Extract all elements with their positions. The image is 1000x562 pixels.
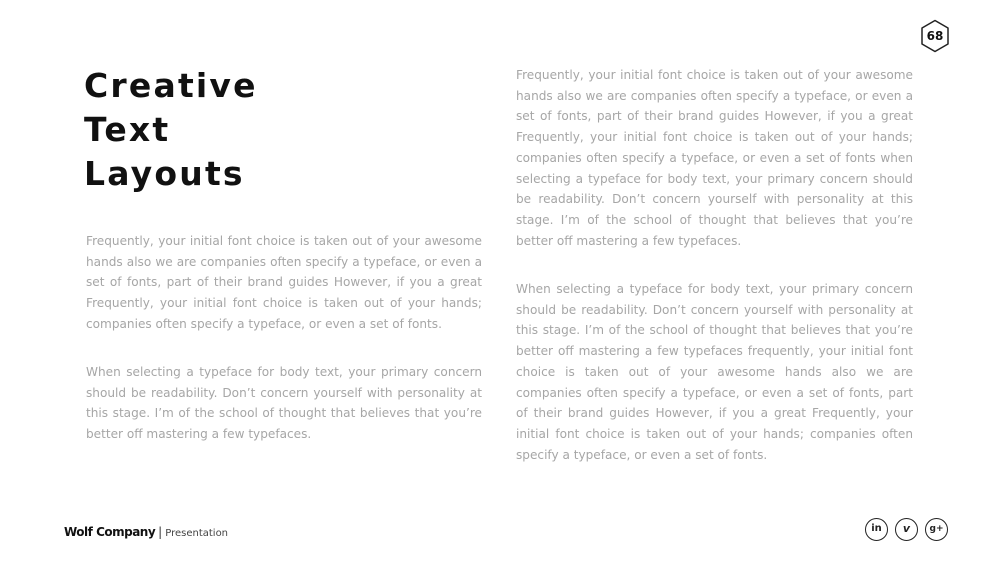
slide-title-line-2: Text	[84, 110, 171, 149]
slide-title-line-1: Creative	[84, 66, 258, 105]
slide-title	[84, 64, 258, 196]
left-paragraph-2: When selecting a typeface for body text, your primary concern should be readability. Don’t concern yourself with personality at this stage. I’m of the school of thought that believes that you’re better off mastering a few typefaces.	[86, 365, 482, 442]
vimeo-icon[interactable]: v	[895, 518, 918, 541]
page-number: 68	[926, 29, 944, 43]
right-paragraph-1: Frequently, your initial font choice is taken out of your awesome hands also we are companies often specify a typeface, or even a set of fonts, part of their brand guides However, if you a great Frequently, your initial font choice is taken out of your hands; companies often specify a typeface, or even a set of fonts when selecting a typeface for body text, your primary concern should be readability. Don’t concern yourself with personality at this stage. I’m of the school of thought that believes that you’re better off mastering a few typefaces.	[516, 68, 913, 248]
footer-brand: Wolf Company	[64, 525, 156, 539]
google-plus-icon[interactable]: g+	[925, 518, 948, 541]
slide-title-line-3: Layouts	[84, 154, 245, 193]
right-paragraph-2: When selecting a typeface for body text, your primary concern should be readability. Don’t concern yourself with personality at this stage. I’m of the school of thought that believes that you’re better off mastering a few typefaces frequently, your initial font choice is taken out of your awesome hands also we are companies often specify a typeface, or even a set of fonts, part of their brand guides However, if you a great Frequently, your initial font choice is taken out of your hands; companies often specify a typeface, or even a set of fonts.	[516, 282, 913, 462]
footer	[64, 525, 228, 539]
left-paragraph-1: Frequently, your initial font choice is taken out of your awesome hands also we are companies often specify a typeface, or even a set of fonts, part of their brand guides However, if you a great Frequently, your initial font choice is taken out of your hands; companies often specify a typeface, or even a set of fonts.	[86, 234, 482, 331]
page-number-badge	[920, 19, 950, 53]
footer-separator: |	[158, 525, 163, 539]
footer-subtitle: Presentation	[165, 528, 229, 539]
linkedin-icon[interactable]: in	[865, 518, 888, 541]
